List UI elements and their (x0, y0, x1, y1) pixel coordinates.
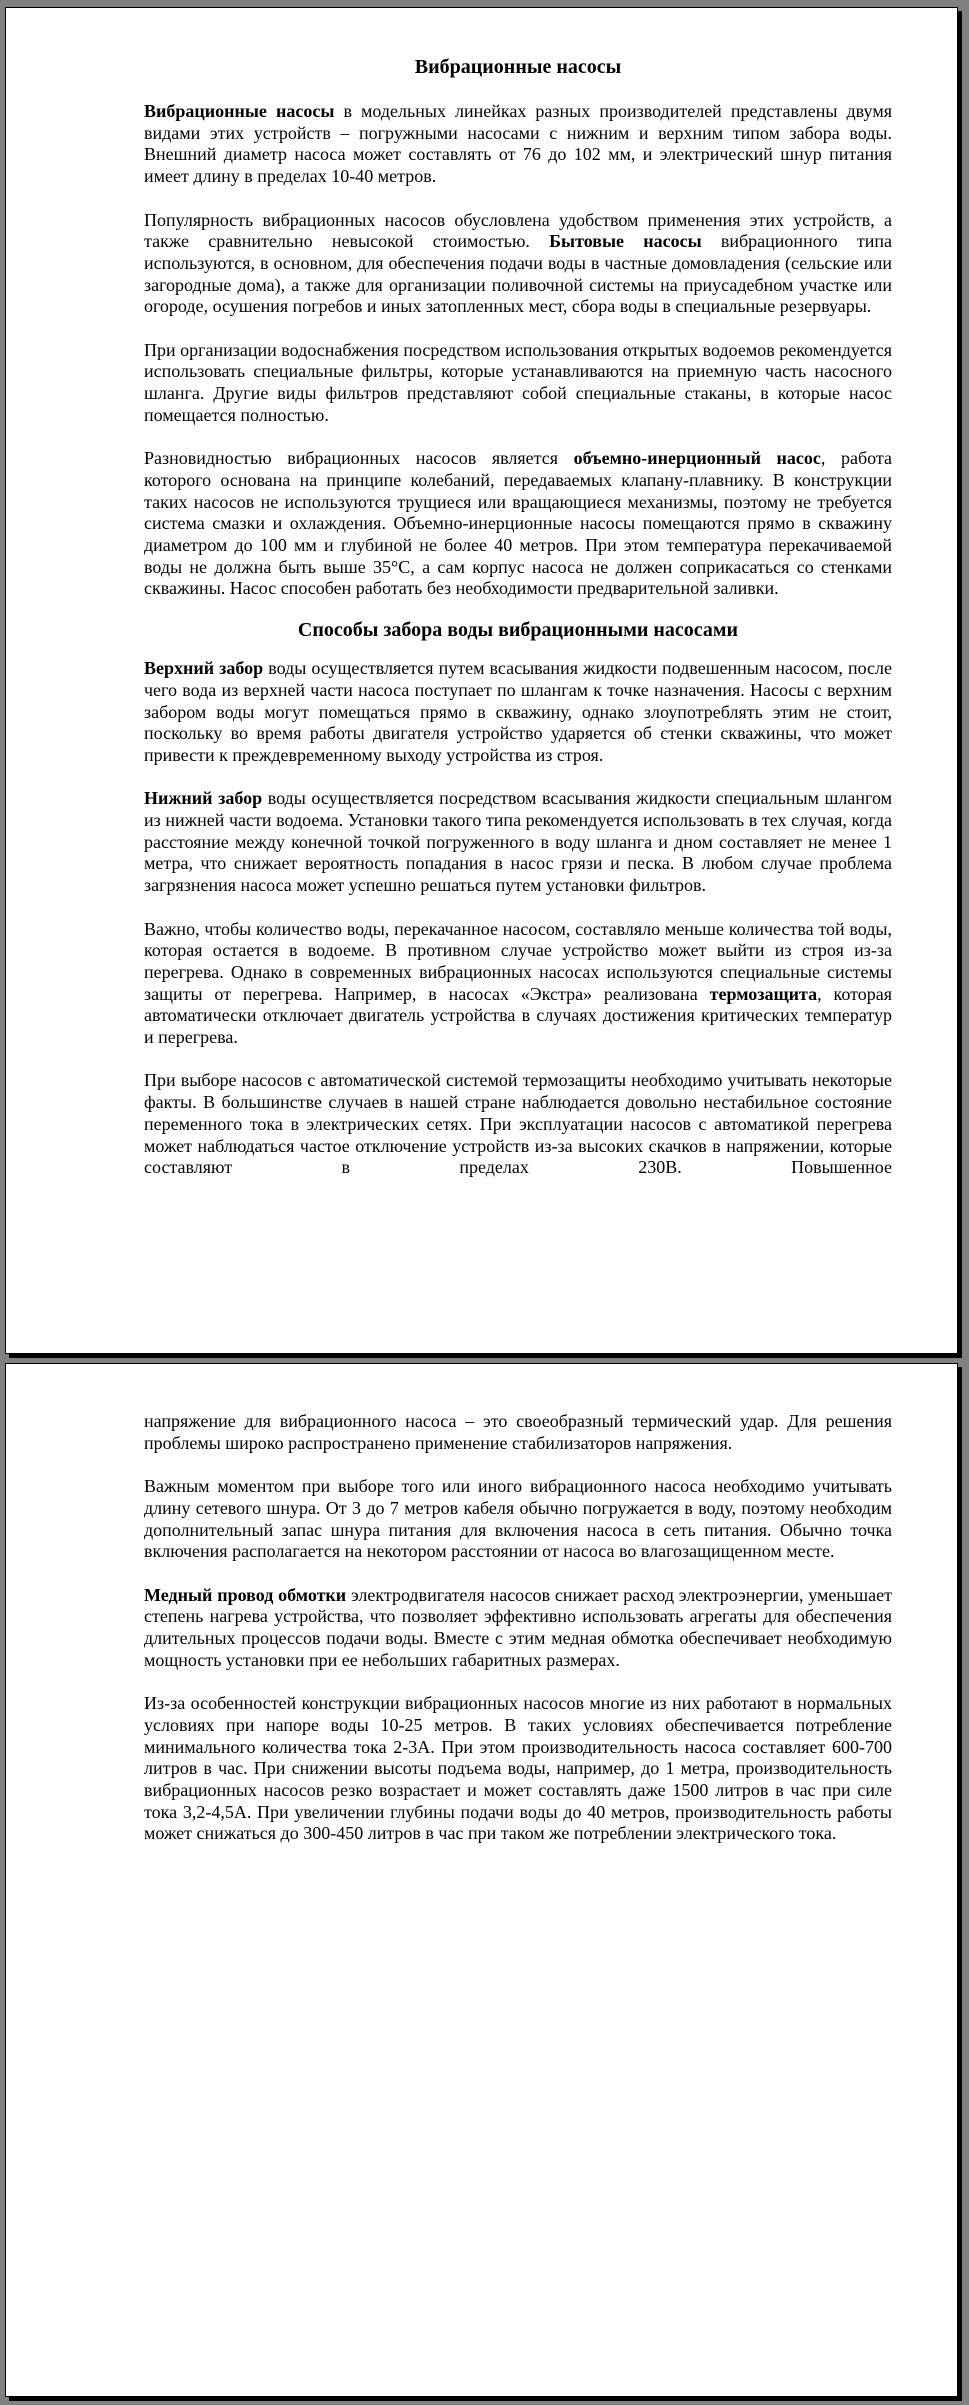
paragraph (144, 1411, 892, 1454)
paragraph (144, 340, 892, 427)
paragraph (144, 788, 892, 897)
paragraph-text: , работа которого основана на принципе колебаний, передаваемых клапану-плавнику. В конструкции таких насосов не используются трущиеся или вращающиеся механизмы, поэтому не требуется система смазки и охлаждения. Объемно-инерционные насосы помещаются прямо в скважину диаметром до 100 мм и глубиной не более 40 метров. При этом температура перекачиваемой воды не должна быть выше 35°С, а сам корпус насоса не должен соприкасаться со стенками скважины. Насос способен работать без необходимости предварительной заливки. (144, 448, 892, 599)
bold-term: Нижний забор (144, 788, 263, 809)
paragraph (144, 210, 892, 319)
section-intro (144, 101, 892, 600)
bold-term: термозащита (709, 983, 818, 1004)
paragraph (144, 919, 892, 1049)
paragraph (144, 1585, 892, 1672)
paragraph-text: напряжение для вибрационного насоса – это своеобразный термический удар. Для решения проблемы широко распространено применение стабилизаторов напряжения. (144, 1411, 892, 1453)
paragraph-text: воды осуществляется посредством всасывания жидкости специальным шлангом из нижней части водоема. Установки такого типа рекомендуется использовать в тех случая, когда расстояние между конечной точкой погруженного в воду шланга и дном составляет не менее 1 метра, что снижает вероятность попадания в насос грязи и песка. В любом случае проблема загрязнения насоса может успешно решаться путем установки фильтров. (144, 788, 892, 896)
paragraph-text: в модельных линейках разных производителей представлены двумя видами этих устройств – погружными насосами с нижним и верхним типом забора воды. Внешний диаметр насоса может составлять от 76 до 102 мм, и электрический шнур питания имеет длину в пределах 10-40 метров. (144, 101, 892, 187)
paragraph-text: воды осуществляется путем всасывания жидкости подвешенным насосом, после чего вода из верхней части насоса поступает по шлангам к точке назначения. Насосы с верхним забором воды могут помещаться прямо в скважину, однако злоупотреблять этим не стоит, поскольку во время работы двигателя устройство ударяется об стенки скважины, что может привести к преждевременному выходу устройства из строя. (144, 658, 892, 765)
paragraph-text: При выборе насосов с автоматической системой термозащиты необходимо учитывать некоторые факты. В большинстве случаев в нашей стране наблюдается довольно нестабильное состояние переменного тока в электрических сетях. При эксплуатации насосов с автоматикой перегрева может наблюдаться частое отключение устройств из-за высоких скачков в напряжении, которые составляют в пределах 230В. Повышенное (144, 1070, 892, 1178)
document-page-1 (5, 7, 958, 1354)
page-content (144, 1411, 892, 1867)
bold-term: Вибрационные насосы (144, 101, 335, 121)
paragraph-text: При организации водоснабжения посредством использования открытых водоемов рекомендуется использовать специальные фильтры, которые устанавливаются на приемную часть насосного шланга. Другие виды фильтров представляют собой специальные стаканы, в которые насос помещается полностью. (144, 339, 892, 425)
paragraph-text: Из-за особенностей конструкции вибрационных насосов многие из них работают в нормальных условиях при напоре воды 10-25 метров. В таких условиях обеспечивается потребление минимального количества тока 2-3А. При этом производительность насоса составляет 600-700 литров в час. При снижении высоты подъема воды, например, до 1 метра, производительность вибрационных насосов резко возрастает и может составлять даже 1500 литров в час при силе тока 3,2-4,5А. При увеличении глубины подачи воды до 40 метров, производительность работы может снижаться до 300-450 литров в час при таком же потреблении электрического тока. (144, 1693, 892, 1844)
page-content (144, 54, 892, 1201)
bold-term: Медный провод обмотки (144, 1584, 347, 1605)
paragraph (144, 1693, 892, 1845)
paragraph-text: электродвигателя насосов снижает расход электроэнергии, уменьшает степень нагрева устройства, что позволяет эффективно использовать агрегаты для обеспечения длительных процессов подачи воды. Вместе с этим медная обмотка обеспечивает необходимую мощность установки при ее небольших габаритных размерах. (144, 1584, 892, 1670)
bold-term: Верхний забор (144, 658, 264, 679)
bold-term: Бытовые насосы (549, 231, 702, 252)
bold-term: объемно-инерционный насос (573, 448, 821, 469)
paragraph-text: вибрационного типа используются, в основном, для обеспечения подачи воды в частные домовладения (сельские или загородные дома), а также для организации поливочной системы на приусадебном участке или огороде, осушения погребов и иных затопленных мест, сбора воды в специальные резервуары. (144, 231, 892, 317)
paragraph-text: Важно, чтобы количество воды, перекачанное насосом, составляло меньше количества той воды, которая остается в водоеме. В противном случае устройство может выйти из строя из-за перегрева. Однако в современных вибрационных насосах используются специальные системы защиты от перегрева. Например, в насосах «Экстра» реализована (144, 918, 892, 1004)
document-title: Вибрационные насосы (414, 56, 622, 78)
section-intake (144, 658, 892, 1179)
section-heading: Способы забора воды вибрационными насосами (297, 619, 739, 642)
paragraph (144, 1070, 892, 1179)
paragraph (144, 448, 892, 600)
paragraph (144, 658, 892, 767)
paragraph (144, 101, 892, 188)
paragraph-text: , которая автоматически отключает двигатель устройства в случаях достижения критических температур и перегрева. (144, 983, 892, 1048)
paragraph-text: Важным моментом при выборе того или иного вибрационного насоса необходимо учитывать длину сетевого шнура. От 3 до 7 метров кабеля обычно погружается в воду, поэтому необходим дополнительный запас шнура питания для включения насоса в сеть питания. Обычно точка включения располагается на некотором расстоянии от насоса во влагозащищенном месте. (144, 1476, 892, 1562)
paragraph-text: Разновидностью вибрационных насосов является (144, 448, 574, 469)
paragraph (144, 1476, 892, 1563)
paragraph-text: Популярность вибрационных насосов обусловлена удобством применения этих устройств, а также сравнительно невысокой стоимостью. (144, 209, 892, 252)
document-page-2 (5, 1363, 958, 2397)
